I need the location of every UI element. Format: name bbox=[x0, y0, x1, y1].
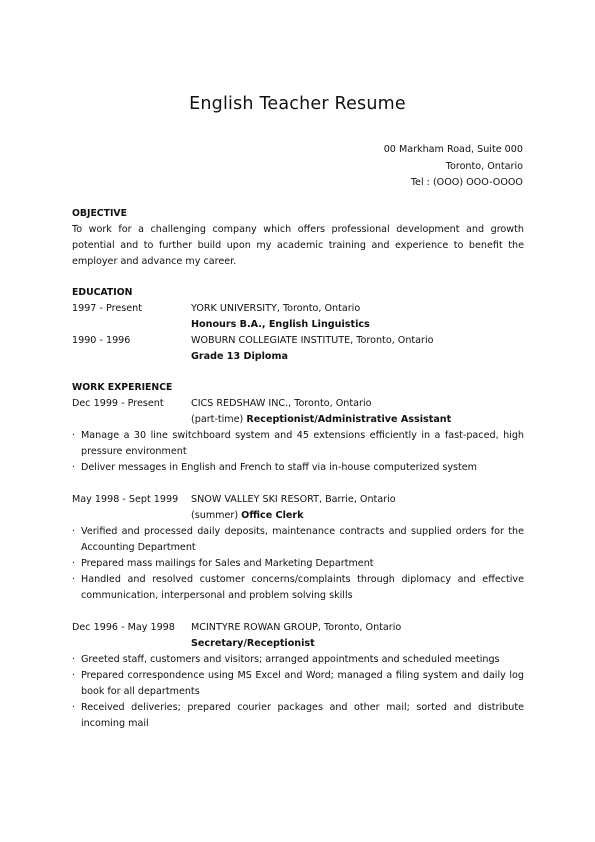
address-city: Toronto, Ontario bbox=[445, 160, 523, 172]
job-duty: · Handled and resolved customer concerns/complaints through diplomacy and effective communication, interpersonal and problem solving skills bbox=[72, 574, 524, 601]
job-position: Secretary/Receptionist bbox=[191, 638, 315, 649]
job-duty: · Received deliveries; prepared courier packages and other mail; sorted and distribute incoming mail bbox=[72, 702, 524, 729]
job-position: Office Clerk bbox=[241, 510, 304, 521]
job-date: May 1998 - Sept 1999 bbox=[72, 494, 179, 505]
objective-text: To work for a challenging company which offers professional development and growth potential and to further build upon my academic training and experience to benefit the employer and advance my career. bbox=[72, 224, 524, 267]
document-title: English Teacher Resume bbox=[189, 94, 406, 114]
job-position: Receptionist/Administrative Assistant bbox=[246, 414, 452, 425]
job-entry bbox=[72, 492, 524, 604]
job-employer: SNOW VALLEY SKI RESORT, Barrie, Ontario bbox=[191, 494, 396, 505]
job-employer: MCINTYRE ROWAN GROUP, Toronto, Ontario bbox=[191, 622, 402, 633]
address-street: 00 Markham Road, Suite 000 bbox=[383, 144, 523, 155]
education-entry bbox=[72, 333, 524, 365]
job-date: Dec 1999 - Present bbox=[72, 398, 164, 409]
resume-body bbox=[72, 206, 524, 732]
job-qualifier: (part-time) bbox=[191, 414, 244, 425]
education-credential: Grade 13 Diploma bbox=[191, 351, 288, 362]
education-credential: Honours B.A., English Linguistics bbox=[191, 319, 370, 330]
job-duty: · Prepared mass mailings for Sales and Marketing Department bbox=[72, 558, 374, 569]
job-duty: · Verified and processed daily deposits, maintenance contracts and supplied orders for the Accounting Department bbox=[72, 526, 524, 553]
objective-heading: OBJECTIVE bbox=[72, 208, 127, 219]
job-entry bbox=[72, 396, 524, 476]
work-experience-heading: WORK EXPERIENCE bbox=[72, 382, 173, 393]
job-date: Dec 1996 - May 1998 bbox=[72, 622, 175, 633]
education-institution: YORK UNIVERSITY, Toronto, Ontario bbox=[191, 303, 361, 314]
job-duty: · Manage a 30 line switchboard system and 45 extensions efficiently in a fast-paced, high pressure environment bbox=[72, 430, 524, 457]
contact-block bbox=[384, 142, 523, 192]
education-entry bbox=[72, 301, 524, 333]
job-duty: · Greeted staff, customers and visitors; arranged appointments and scheduled meetings bbox=[72, 654, 500, 665]
job-qualifier: (summer) bbox=[191, 510, 239, 521]
phone-number: Tel : (OOO) OOO-OOOO bbox=[410, 177, 523, 188]
job-duty: · Deliver messages in English and French to staff via in-house computerized system bbox=[72, 462, 478, 473]
education-heading: EDUCATION bbox=[72, 287, 133, 298]
education-date: 1997 - Present bbox=[72, 303, 142, 314]
job-duty: · Prepared correspondence using MS Excel and Word; managed a filing system and daily log book for all departments bbox=[72, 670, 524, 697]
education-date: 1990 - 1996 bbox=[72, 335, 131, 346]
job-employer: CICS REDSHAW INC., Toronto, Ontario bbox=[191, 398, 372, 409]
education-institution: WOBURN COLLEGIATE INSTITUTE, Toronto, Ontario bbox=[191, 335, 434, 346]
job-entry bbox=[72, 620, 524, 732]
